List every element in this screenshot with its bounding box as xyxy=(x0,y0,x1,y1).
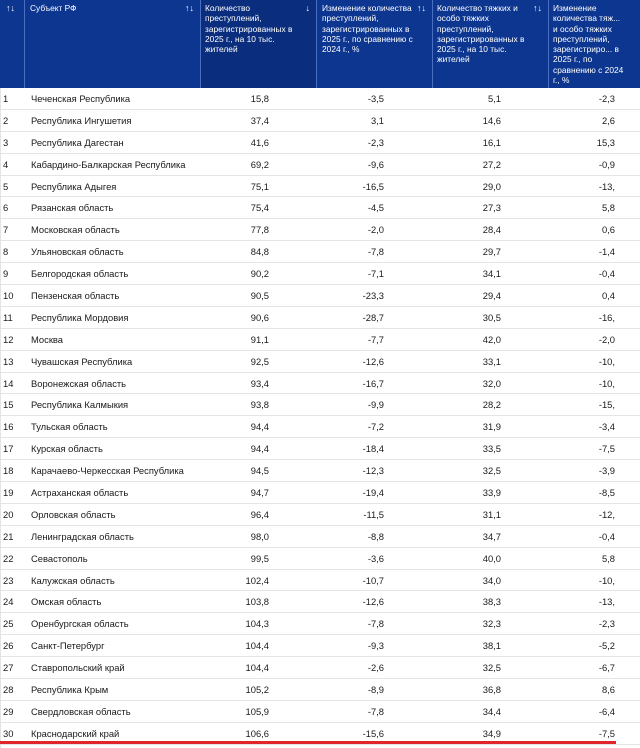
grave-crimes-cell: 31,1 xyxy=(482,508,501,520)
rank-cell: 26 xyxy=(3,640,14,652)
region-cell: Ленинградская область xyxy=(31,530,134,542)
crimes-cell: 41,6 xyxy=(250,136,269,148)
sort-icon[interactable]: ↑↓ xyxy=(533,3,542,13)
table-row[interactable] xyxy=(0,88,640,110)
region-cell: Республика Мордовия xyxy=(31,311,129,323)
sort-icon[interactable]: ↑↓ xyxy=(185,3,194,13)
rank-cell: 25 xyxy=(3,618,14,630)
crimes-change-cell: -15,6 xyxy=(362,727,384,739)
crimes-cell: 94,7 xyxy=(250,487,269,499)
rank-cell: 12 xyxy=(3,333,14,345)
column-header-region[interactable] xyxy=(25,0,201,88)
grave-change-cell: -6,7 xyxy=(598,662,615,674)
grave-crimes-cell: 34,7 xyxy=(482,530,501,542)
rank-cell: 19 xyxy=(3,487,14,499)
table-header xyxy=(0,0,640,88)
sort-icon[interactable]: ↑↓ xyxy=(6,3,15,13)
column-header-crimes-change[interactable] xyxy=(317,0,433,88)
crimes-change-cell: -16,5 xyxy=(362,180,384,192)
region-cell: Республика Адыгея xyxy=(31,180,117,192)
crimes-cell: 104,3 xyxy=(245,618,269,630)
grave-change-cell: -13, xyxy=(598,596,615,608)
crimes-cell: 105,9 xyxy=(245,705,269,717)
rank-cell: 7 xyxy=(3,224,9,236)
grave-crimes-cell: 28,2 xyxy=(482,399,501,411)
crimes-change-cell: -12,6 xyxy=(362,596,384,608)
column-header-rank[interactable] xyxy=(0,0,25,88)
grave-change-cell: -12, xyxy=(598,508,615,520)
grave-change-cell: -2,3 xyxy=(598,93,615,104)
crimes-cell: 15,8 xyxy=(250,93,269,104)
crimes-cell: 96,4 xyxy=(250,508,269,520)
region-cell: Калужская область xyxy=(31,574,115,586)
region-cell: Москва xyxy=(31,333,64,345)
table-row[interactable] xyxy=(0,548,640,570)
crimes-cell: 93,8 xyxy=(250,399,269,411)
grave-crimes-cell: 34,9 xyxy=(482,727,501,739)
rank-cell: 22 xyxy=(3,552,14,564)
grave-change-cell: -13, xyxy=(598,180,615,192)
crimes-cell: 106,6 xyxy=(245,727,269,739)
region-cell: Астраханская область xyxy=(31,487,129,499)
crimes-change-cell: -2,3 xyxy=(367,136,384,148)
crimes-change-cell: -8,8 xyxy=(367,530,384,542)
region-cell: Оренбургская область xyxy=(31,618,129,630)
crimes-cell: 94,5 xyxy=(250,465,269,477)
region-cell: Республика Калмыкия xyxy=(31,399,129,411)
table-row[interactable] xyxy=(0,394,640,416)
grave-crimes-cell: 29,7 xyxy=(482,246,501,258)
grave-change-cell: -10, xyxy=(598,355,615,367)
rank-cell: 18 xyxy=(3,465,14,477)
grave-crimes-cell: 38,3 xyxy=(482,596,501,608)
region-cell: Севастополь xyxy=(31,552,88,564)
grave-crimes-cell: 33,5 xyxy=(482,443,501,455)
table-row[interactable] xyxy=(0,460,640,482)
column-header-grave[interactable] xyxy=(433,0,549,88)
grave-crimes-cell: 32,0 xyxy=(482,377,501,389)
crimes-change-cell: -12,3 xyxy=(362,465,384,477)
crimes-cell: 104,4 xyxy=(245,662,269,674)
rank-cell: 8 xyxy=(3,246,9,258)
grave-crimes-cell: 5,1 xyxy=(487,93,501,104)
rank-cell: 6 xyxy=(3,202,9,214)
grave-crimes-cell: 36,8 xyxy=(482,684,501,696)
table-row[interactable] xyxy=(0,657,640,679)
grave-crimes-cell: 27,3 xyxy=(482,202,501,214)
grave-crimes-cell: 34,0 xyxy=(482,574,501,586)
region-cell: Белгородская область xyxy=(31,268,129,280)
column-header-label: Изменение количества тяж... и особо тяжких преступлений, зарегистриро... в 2025 г., по сравнению с 2024 г., % xyxy=(553,3,624,86)
region-cell: Республика Дагестан xyxy=(31,136,124,148)
crimes-change-cell: -7,1 xyxy=(367,268,384,280)
crimes-change-cell: -7,2 xyxy=(367,421,384,433)
grave-change-cell: -16, xyxy=(598,311,615,323)
crimes-cell: 98,0 xyxy=(250,530,269,542)
rank-cell: 16 xyxy=(3,421,14,433)
table-row[interactable] xyxy=(0,219,640,241)
grave-crimes-cell: 29,4 xyxy=(482,290,501,302)
grave-crimes-cell: 14,6 xyxy=(482,114,501,126)
grave-change-cell: -1,4 xyxy=(598,246,615,258)
crimes-cell: 93,4 xyxy=(250,377,269,389)
grave-change-cell: 5,8 xyxy=(601,552,615,564)
crimes-change-cell: -12,6 xyxy=(362,355,384,367)
table-row[interactable] xyxy=(0,613,640,635)
region-cell: Кабардино-Балкарская Республика xyxy=(31,158,186,170)
grave-crimes-cell: 30,5 xyxy=(482,311,501,323)
sort-icon[interactable]: ↑↓ xyxy=(417,3,426,13)
crimes-change-cell: -3,6 xyxy=(367,552,384,564)
region-cell: Воронежская область xyxy=(31,377,127,389)
crimes-cell: 37,4 xyxy=(250,114,269,126)
crimes-change-cell: -2,0 xyxy=(367,224,384,236)
grave-crimes-cell: 32,5 xyxy=(482,465,501,477)
accent-divider xyxy=(0,741,616,744)
grave-crimes-cell: 34,4 xyxy=(482,705,501,717)
table-row[interactable] xyxy=(0,701,640,723)
table-row[interactable] xyxy=(0,482,640,504)
column-header-label: Количество преступлений, зарегистрированных в 2025 г., на 10 тыс. жителей xyxy=(205,3,293,55)
grave-crimes-cell: 42,0 xyxy=(482,333,501,345)
crimes-change-cell: -4,5 xyxy=(367,202,384,214)
table-row[interactable] xyxy=(0,570,640,592)
rank-cell: 1 xyxy=(3,93,9,104)
grave-change-cell: -6,4 xyxy=(598,705,615,717)
rank-cell: 14 xyxy=(3,377,14,389)
rank-cell: 20 xyxy=(3,508,14,520)
crimes-cell: 75,4 xyxy=(250,202,269,214)
rank-cell: 4 xyxy=(3,158,9,170)
region-cell: Краснодарский край xyxy=(31,727,120,739)
grave-change-cell: -10, xyxy=(598,574,615,586)
table-row[interactable] xyxy=(0,351,640,373)
region-cell: Пензенская область xyxy=(31,290,120,302)
table-row[interactable] xyxy=(0,197,640,219)
grave-change-cell: -7,5 xyxy=(598,443,615,455)
crimes-cell: 75,1 xyxy=(250,180,269,192)
crimes-change-cell: -9,6 xyxy=(367,158,384,170)
grave-crimes-cell: 31,9 xyxy=(482,421,501,433)
rank-cell: 5 xyxy=(3,180,9,192)
grave-change-cell: -3,4 xyxy=(598,421,615,433)
region-cell: Чувашская Республика xyxy=(31,355,133,367)
grave-crimes-cell: 29,0 xyxy=(482,180,501,192)
grave-crimes-cell: 16,1 xyxy=(482,136,501,148)
rank-cell: 10 xyxy=(3,290,14,302)
table-row[interactable] xyxy=(0,591,640,613)
crimes-change-cell: -18,4 xyxy=(362,443,384,455)
table-row[interactable] xyxy=(0,416,640,438)
grave-change-cell: 0,6 xyxy=(601,224,615,236)
crimes-cell: 102,4 xyxy=(245,574,269,586)
table-row[interactable] xyxy=(0,438,640,460)
rank-cell: 11 xyxy=(3,311,13,323)
table-row[interactable] xyxy=(0,176,640,198)
crimes-change-cell: -3,5 xyxy=(367,93,384,104)
region-cell: Карачаево-Черкесская Республика xyxy=(31,465,184,477)
crimes-cell: 105,2 xyxy=(245,684,269,696)
crimes-change-cell: -7,8 xyxy=(367,246,384,258)
region-cell: Московская область xyxy=(31,224,120,236)
crimes-change-cell: -9,3 xyxy=(367,640,384,652)
rank-cell: 30 xyxy=(3,727,14,739)
rank-cell: 23 xyxy=(3,574,14,586)
crimes-cell: 90,2 xyxy=(250,268,269,280)
crimes-change-cell: -11,5 xyxy=(363,508,384,520)
region-cell: Омская область xyxy=(31,596,102,608)
rank-cell: 15 xyxy=(3,399,14,411)
rank-cell: 17 xyxy=(3,443,14,455)
table-row[interactable] xyxy=(0,504,640,526)
crimes-cell: 90,5 xyxy=(250,290,269,302)
crimes-cell: 91,1 xyxy=(250,333,269,345)
table-row[interactable] xyxy=(0,132,640,154)
region-cell: Тульская область xyxy=(31,421,108,433)
table-body xyxy=(0,88,640,745)
grave-crimes-cell: 38,1 xyxy=(482,640,501,652)
rank-cell: 21 xyxy=(3,530,14,542)
rank-cell: 24 xyxy=(3,596,14,608)
grave-change-cell: -0,4 xyxy=(598,530,615,542)
crimes-change-cell: -7,8 xyxy=(367,618,384,630)
sort-desc-icon[interactable]: ↓ xyxy=(305,3,310,13)
rank-cell: 2 xyxy=(3,114,9,126)
grave-crimes-cell: 34,1 xyxy=(482,268,501,280)
crimes-cell: 104,4 xyxy=(245,640,269,652)
crimes-cell: 77,8 xyxy=(250,224,269,236)
grave-change-cell: -0,9 xyxy=(598,158,615,170)
rank-cell: 9 xyxy=(3,268,9,280)
region-cell: Санкт-Петербург xyxy=(31,640,105,652)
crimes-cell: 84,8 xyxy=(250,246,269,258)
table-row[interactable] xyxy=(0,241,640,263)
crimes-cell: 99,5 xyxy=(250,552,269,564)
table-row[interactable] xyxy=(0,263,640,285)
grave-change-cell: -3,9 xyxy=(598,465,615,477)
column-header-grave-change[interactable] xyxy=(549,0,640,88)
region-cell: Ставропольский край xyxy=(31,662,125,674)
crimes-change-cell: -7,7 xyxy=(367,333,384,345)
crimes-change-cell: -10,7 xyxy=(362,574,384,586)
table-row[interactable] xyxy=(0,307,640,329)
column-header-label: Изменение количества преступлений, зарегистрированных в 2025 г., по сравнению с 2024 г., % xyxy=(322,3,413,55)
grave-change-cell: 15,3 xyxy=(596,136,615,148)
grave-crimes-cell: 40,0 xyxy=(482,552,501,564)
crimes-cell: 69,2 xyxy=(250,158,269,170)
grave-change-cell: -2,0 xyxy=(598,333,615,345)
region-cell: Свердловская область xyxy=(31,705,131,717)
grave-change-cell: -10, xyxy=(598,377,615,389)
rank-cell: 29 xyxy=(3,705,14,717)
region-cell: Чеченская Республика xyxy=(31,93,131,104)
column-header-crimes[interactable] xyxy=(201,0,317,88)
grave-crimes-cell: 27,2 xyxy=(482,158,501,170)
crimes-cell: 94,4 xyxy=(250,421,269,433)
crimes-change-cell: -2,6 xyxy=(367,662,384,674)
grave-change-cell: 2,6 xyxy=(601,114,615,126)
region-cell: Рязанская область xyxy=(31,202,114,214)
crimes-change-cell: -9,9 xyxy=(367,399,384,411)
crimes-cell: 94,4 xyxy=(250,443,269,455)
grave-change-cell: 0,4 xyxy=(601,290,615,302)
grave-change-cell: -8,5 xyxy=(598,487,615,499)
crimes-cell: 90,6 xyxy=(250,311,269,323)
region-cell: Республика Ингушетия xyxy=(31,114,132,126)
rank-cell: 13 xyxy=(3,355,14,367)
table-row[interactable] xyxy=(0,285,640,307)
crimes-change-cell: -8,9 xyxy=(367,684,384,696)
crimes-change-cell: 3,1 xyxy=(370,114,384,126)
table-row[interactable] xyxy=(0,154,640,176)
grave-crimes-cell: 28,4 xyxy=(482,224,501,236)
grave-change-cell: 8,6 xyxy=(601,684,615,696)
grave-change-cell: -7,5 xyxy=(598,727,615,739)
grave-crimes-cell: 32,5 xyxy=(482,662,501,674)
row-divider xyxy=(0,88,1,748)
table-row[interactable] xyxy=(0,526,640,548)
crimes-change-cell: -7,8 xyxy=(367,705,384,717)
crimes-cell: 92,5 xyxy=(250,355,269,367)
grave-change-cell: -2,3 xyxy=(598,618,615,630)
grave-change-cell: -5,2 xyxy=(598,640,615,652)
table-row[interactable] xyxy=(0,373,640,395)
rank-cell: 3 xyxy=(3,136,9,148)
table-row[interactable] xyxy=(0,679,640,701)
grave-crimes-cell: 33,9 xyxy=(482,487,501,499)
region-cell: Ульяновская область xyxy=(31,246,124,258)
table-row[interactable] xyxy=(0,329,640,351)
column-header-label: Количество тяжких и особо тяжких преступлений, зарегистрированных в 2025 г., на 10 тыс. жителей xyxy=(437,3,525,65)
grave-crimes-cell: 33,1 xyxy=(482,355,501,367)
crimes-change-cell: -28,7 xyxy=(362,311,384,323)
region-cell: Орловская область xyxy=(31,508,116,520)
table-row[interactable] xyxy=(0,110,640,132)
region-cell: Курская область xyxy=(31,443,103,455)
crimes-change-cell: -16,7 xyxy=(362,377,384,389)
crimes-change-cell: -19,4 xyxy=(362,487,384,499)
table-row[interactable] xyxy=(0,635,640,657)
grave-change-cell: -15, xyxy=(598,399,615,411)
rank-cell: 28 xyxy=(3,684,14,696)
crimes-change-cell: -23,3 xyxy=(362,290,384,302)
region-cell: Республика Крым xyxy=(31,684,109,696)
grave-change-cell: 5,8 xyxy=(601,202,615,214)
grave-crimes-cell: 32,3 xyxy=(482,618,501,630)
crimes-cell: 103,8 xyxy=(245,596,269,608)
rank-cell: 27 xyxy=(3,662,14,674)
column-header-label: Субъект РФ xyxy=(30,3,77,13)
grave-change-cell: -0,4 xyxy=(598,268,615,280)
